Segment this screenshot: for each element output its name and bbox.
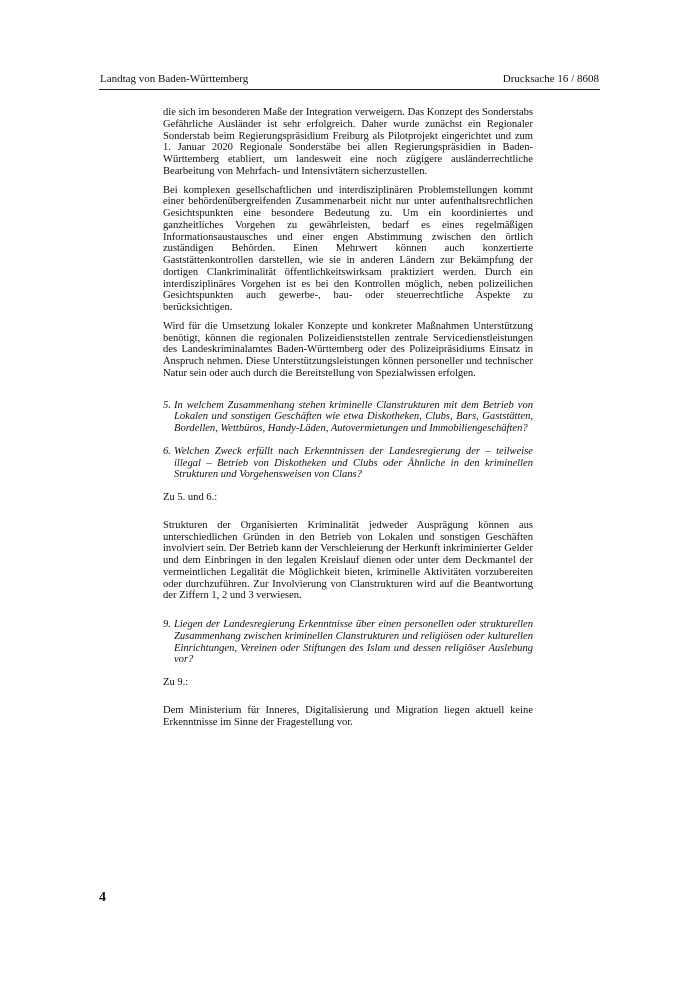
answer-reference-9: Zu 9.:	[163, 677, 189, 688]
document-body	[163, 107, 533, 735]
header-document-number: Drucksache 16 / 8608	[502, 73, 599, 85]
answer-reference-5-6: Zu 5. und 6.:	[163, 492, 218, 503]
question-text: In welchem Zusammenhang stehen kriminelle Clanstrukturen mit dem Betrieb von Lokalen und sonstigen Geschäften wie etwa Diskotheken, Clubs, Bars, Gaststätten, Bordellen, Wettbüros, Handy-Läden, Autovermietungen und Immobiliengeschäften?	[174, 399, 533, 434]
header-parliament-name: Landtag von Baden-Württemberg	[100, 73, 249, 85]
question-number: 5.	[163, 399, 171, 411]
question-text: Liegen der Landesregierung Erkenntnisse über einen personellen oder strukturellen Zusammenhang zwischen kriminellen Clanstrukturen und religiösen oder kulturellen Einrichtungen, Vereinen oder Stiftungen des Islam und dessen religiöser Auslebung vor?	[174, 619, 533, 666]
body-paragraph: die sich im besonderen Maße der Integration verweigern. Das Konzept des Sonderstabs Gefährliche Ausländer ist sehr erfolgreich. Daher wurde zunächst ein Regionaler Sonderstab beim Regierungspräsidium Freiburg als Pilotprojekt eingerichtet und zum 1. Januar 2020 Regionale Sonderstäbe bei allen Regierungspräsidien in Baden-Württemberg etabliert, um landesweit eine noch zügigere ausländerrechtliche Bearbeitung von Mehrfach- und Intensivtätern sicherzustellen.	[163, 107, 533, 177]
body-paragraph: Wird für die Umsetzung lokaler Konzepte und konkreter Maßnahmen Unterstützung benötigt, können die regionalen Polizeidienststellen zentrale Servicedienstleistungen des Landeskriminalamtes Baden-Württemberg oder des Polizeipräsidiums Einsatz in Anspruch nehmen. Diese Unterstützungsleistungen können personeller und technischer Natur sein oder auch durch die Bereitstellung von Spezialwissen erfolgen.	[163, 320, 533, 379]
question-text: Welchen Zweck erfüllt nach Erkenntnissen der Landesregierung der – teilweise illegal – Betrieb von Diskotheken und Clubs oder Ähnliche in den kriminellen Strukturen und Vorgehensweisen von Clans?	[174, 445, 533, 481]
body-paragraph: Bei komplexen gesellschaftlichen und interdisziplinären Problemstellungen kommt einer behördenübergreifenden Zusammenarbeit nicht nur unter aufenthaltsrechtlichen Gesichtspunkten eine besondere Bedeutung zu. Um ein koordiniertes und ganzheitliches Vorgehen zu gewährleisten, bedarf es eines regelmäßigen Informationsaustausches und einer engen Abstimmung zwischen den örtlich zuständigen Behörden. Einen Mehrwert können auch konzertierte Gaststättenkontrollen darstellen, wie sie in anderen Ländern zur Bekämpfung der dortigen Clankriminalität öffentlichkeitswirksam praktiziert werden. Durch ein interdisziplinäres Vorgehen ist es bei den Kontrollen möglich, neben polizeilichen Gesichtspunkten auch gewerbe-, bau- oder steuerrechtliche Aspekte zu berücksichtigen.	[163, 184, 533, 313]
question-number: 9.	[163, 619, 171, 630]
page-number: 4	[99, 890, 106, 905]
answer-text-9: Dem Ministerium für Inneres, Digitalisierung und Migration liegen aktuell keine Erkenntnisse im Sinne der Fragestellung vor.	[163, 704, 533, 728]
question-5	[163, 400, 533, 435]
question-number: 6.	[163, 445, 171, 457]
page-header	[99, 71, 600, 90]
question-9	[163, 619, 533, 666]
answer-text-5-6: Strukturen der Organisierten Kriminalität jedweder Ausprägung können aus unterschiedlichen Gründen in den Betrieb von Lokalen und sonstigen Geschäften involviert sein. Der Betrieb kann der Verschleierung der Herkunft inkriminierter Gelder und dem Einbringen in den legalen Kreislauf dienen oder unter dem Deckmantel der vermeintlichen Legalität die Möglichkeit bieten, kriminelle Aktivitäten vorzubereiten oder durchzuführen. Zur Involvierung von Clanstrukturen wird auf die Beantwortung der Ziffern 1, 2 und 3 verwiesen.	[163, 519, 533, 602]
question-6	[163, 446, 533, 481]
